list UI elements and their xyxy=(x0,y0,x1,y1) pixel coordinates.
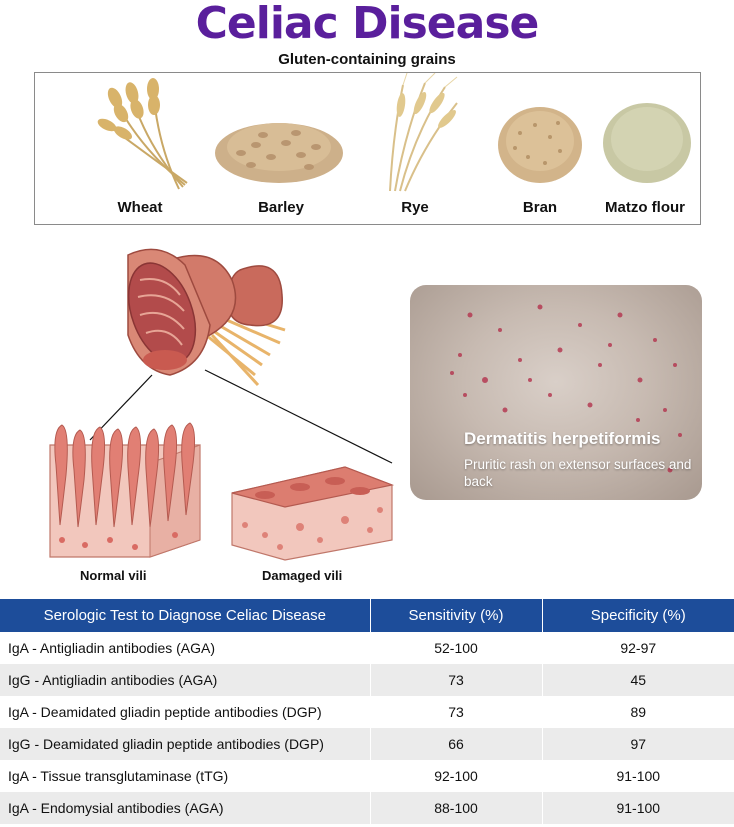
table-row xyxy=(0,664,734,696)
header-sensitivity: Sensitivity (%) xyxy=(370,599,542,632)
cell-test: IgA - Antigliadin antibodies (AGA) xyxy=(0,632,370,664)
cell-specificity: 45 xyxy=(542,664,734,696)
intestine-villi-diagram xyxy=(0,235,400,595)
cell-sensitivity: 92-100 xyxy=(370,760,542,792)
grain-rye xyxy=(365,73,465,224)
table-row xyxy=(0,792,734,824)
cell-test: IgA - Tissue transglutaminase (tTG) xyxy=(0,760,370,792)
barley-icon xyxy=(211,73,351,198)
grains-subtitle: Gluten-containing grains xyxy=(278,51,456,68)
cell-specificity: 91-100 xyxy=(542,792,734,824)
wheat-icon xyxy=(75,73,205,198)
normal-vili-label: Normal vili xyxy=(80,568,147,583)
grain-label-bran: Bran xyxy=(522,199,558,216)
cell-specificity: 97 xyxy=(542,728,734,760)
cell-sensitivity: 66 xyxy=(370,728,542,760)
cell-specificity: 92-97 xyxy=(542,632,734,664)
cell-test: IgA - Endomysial antibodies (AGA) xyxy=(0,792,370,824)
cell-sensitivity: 52-100 xyxy=(370,632,542,664)
matzo-flour-icon xyxy=(595,73,695,198)
grain-matzo-flour xyxy=(595,73,695,224)
grain-label-barley: Barley xyxy=(258,199,304,216)
cell-test: IgG - Antigliadin antibodies (AGA) xyxy=(0,664,370,696)
cell-specificity: 89 xyxy=(542,696,734,728)
cell-sensitivity: 88-100 xyxy=(370,792,542,824)
table-header-row xyxy=(0,599,734,632)
rash-description: Pruritic rash on extensor surfaces and back xyxy=(464,457,692,489)
intestine-illustration xyxy=(0,235,400,595)
grains-panel xyxy=(34,72,701,225)
cell-test: IgA - Deamidated gliadin peptide antibodies (DGP) xyxy=(0,696,370,728)
table-row xyxy=(0,728,734,760)
cell-test: IgG - Deamidated gliadin peptide antibodies (DGP) xyxy=(0,728,370,760)
damaged-vili-label: Damaged vili xyxy=(262,568,343,583)
header-test: Serologic Test to Diagnose Celiac Disease xyxy=(0,599,370,632)
page-title: Celiac Disease xyxy=(195,0,539,49)
table-row xyxy=(0,760,734,792)
rash-title: Dermatitis herpetiformis xyxy=(464,429,661,448)
grain-label-rye: Rye xyxy=(401,199,429,216)
table-row xyxy=(0,696,734,728)
rye-icon xyxy=(365,73,465,198)
grain-barley xyxy=(211,73,351,224)
bran-icon xyxy=(490,73,590,198)
header-specificity: Specificity (%) xyxy=(542,599,734,632)
table-row xyxy=(0,632,734,664)
grain-bran xyxy=(490,73,590,224)
rash-photo xyxy=(410,285,702,500)
cell-specificity: 91-100 xyxy=(542,760,734,792)
serologic-test-table xyxy=(0,599,734,824)
grain-wheat xyxy=(75,73,205,224)
grain-label-wheat: Wheat xyxy=(117,199,163,216)
cell-sensitivity: 73 xyxy=(370,696,542,728)
cell-sensitivity: 73 xyxy=(370,664,542,696)
grain-label-matzo-flour: Matzo flour xyxy=(605,199,685,216)
